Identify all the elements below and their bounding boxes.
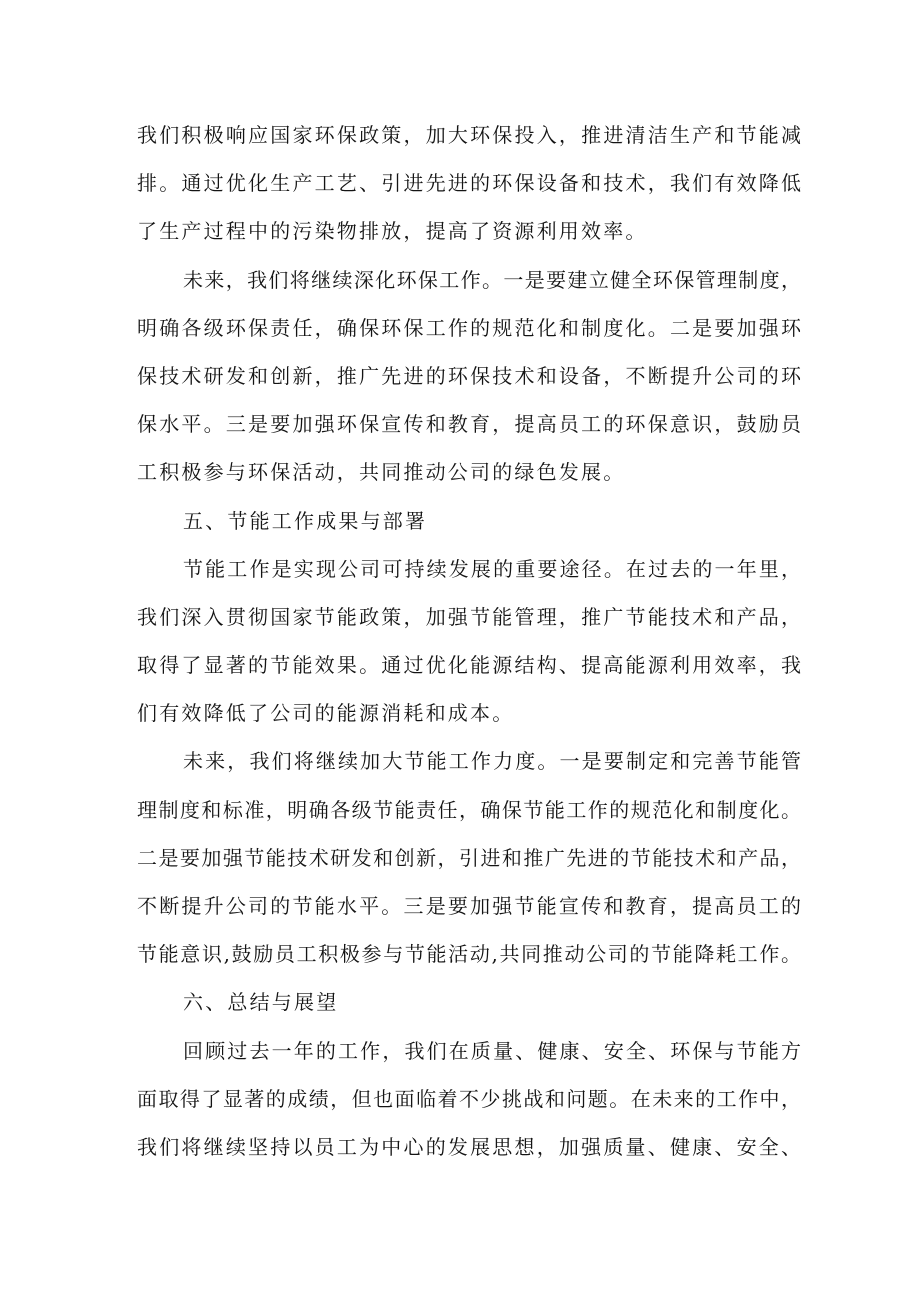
document-page bbox=[137, 111, 801, 1171]
paragraph-line: 我们将继续坚持以员工为中心的发展思想，加强质量、健康、安全、 bbox=[137, 1134, 801, 1159]
paragraph bbox=[137, 545, 801, 738]
paragraph-line: 我们深入贯彻国家节能政策，加强节能管理，推广节能技术和产品， bbox=[137, 604, 801, 629]
paragraph-line: 明确各级环保责任，确保环保工作的规范化和制度化。二是要加强环 bbox=[137, 315, 801, 340]
paragraph bbox=[137, 737, 801, 978]
section-heading: 六、总结与展望 bbox=[183, 990, 339, 1015]
paragraph bbox=[137, 256, 801, 497]
section-heading: 五、节能工作成果与部署 bbox=[183, 508, 428, 533]
paragraph bbox=[137, 111, 801, 256]
paragraph-line: 工积极参与环保活动，共同推动公司的绿色发展。 bbox=[137, 460, 626, 485]
paragraph-line: 我们积极响应国家环保政策，加大环保投入，推进清洁生产和节能减 bbox=[137, 123, 801, 147]
paragraph-line: 们有效降低了公司的能源消耗和成本。 bbox=[137, 701, 515, 726]
paragraph-line: 回顾过去一年的工作，我们在质量、健康、安全、环保与节能方 bbox=[183, 1038, 801, 1063]
paragraph-line: 了生产过程中的污染物排放，提高了资源利用效率。 bbox=[137, 219, 648, 244]
paragraph-line: 保技术研发和创新，推广先进的环保技术和设备，不断提升公司的环 bbox=[137, 363, 801, 388]
paragraph bbox=[137, 1027, 801, 1172]
paragraph-line: 理制度和标准，明确各级节能责任，确保节能工作的规范化和制度化。 bbox=[137, 797, 801, 822]
paragraph-line: 节能意识,鼓励员工积极参与节能活动,共同推动公司的节能降耗工作。 bbox=[137, 942, 801, 967]
paragraph-line: 不断提升公司的节能水平。三是要加强节能宣传和教育，提高员工的 bbox=[137, 894, 801, 918]
paragraph-line: 排。通过优化生产工艺、引进先进的环保设备和技术，我们有效降低 bbox=[137, 171, 801, 196]
paragraph-line: 未来，我们将继续加大节能工作力度。一是要制定和完善节能管 bbox=[183, 749, 801, 774]
paragraph-line: 面取得了显著的成绩，但也面临着不少挑战和问题。在未来的工作中， bbox=[137, 1086, 801, 1111]
paragraph-line: 未来，我们将继续深化环保工作。一是要建立健全环保管理制度， bbox=[183, 267, 801, 292]
paragraph-line: 节能工作是实现公司可持续发展的重要途径。在过去的一年里， bbox=[183, 556, 801, 581]
paragraph-line: 取得了显著的节能效果。通过优化能源结构、提高能源利用效率，我 bbox=[137, 653, 801, 678]
paragraph-line: 二是要加强节能技术研发和创新，引进和推广先进的节能技术和产品， bbox=[137, 845, 801, 870]
paragraph-line: 保水平。三是要加强环保宣传和教育，提高员工的环保意识，鼓励员 bbox=[137, 412, 801, 437]
